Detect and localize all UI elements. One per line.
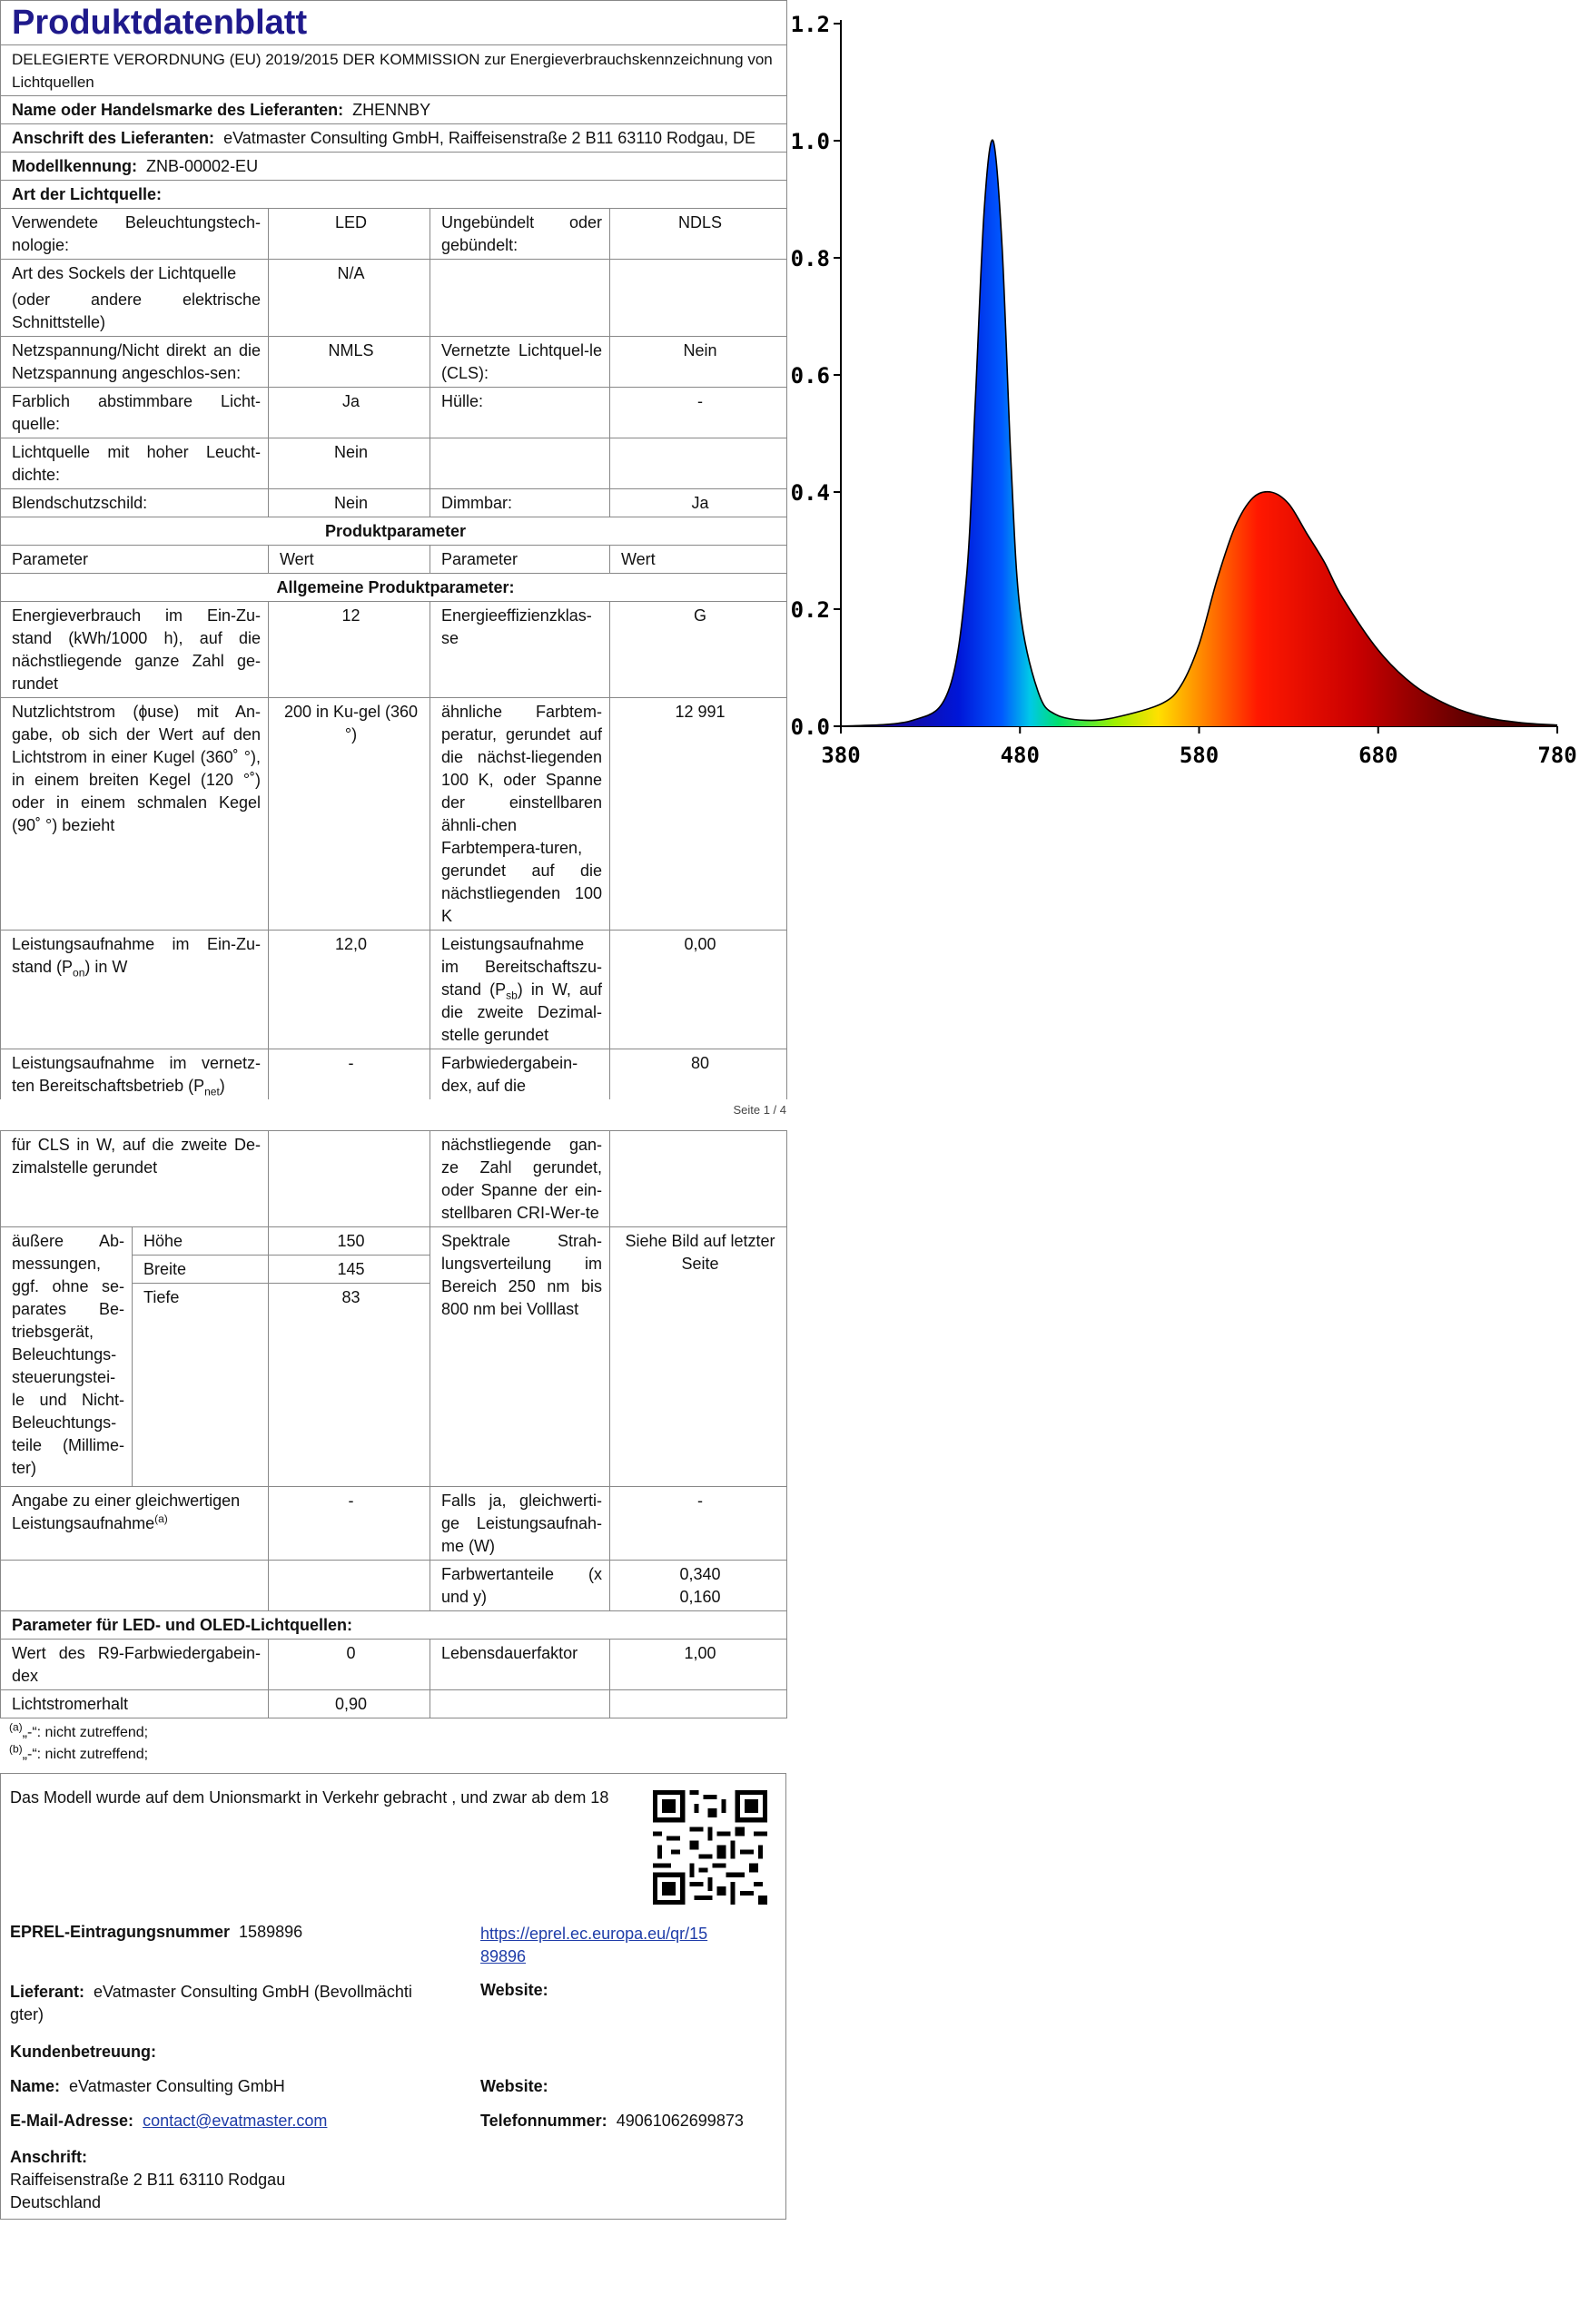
cri-label-continued: nächstliegende gan-ze Zahl gerundet, oder Spanne der ein-stellbaren CRI-Wer-te (430, 1131, 610, 1227)
pnet-label-continued: für CLS in W, auf die zweite De-zimalstelle gerundet (1, 1131, 269, 1227)
general-params-heading: Allgemeine Produktparameter: (1, 574, 787, 602)
spectrum-area (841, 140, 1557, 726)
equivalent-label: Angabe zu einer gleichwertigen Leistungsaufnahme$^{(a)}$ (1, 1487, 269, 1561)
lifetime-label: Lebensdauerfaktor (430, 1640, 610, 1690)
maintenance-label: Lichtstromerhalt (1, 1690, 269, 1718)
spectrum-svg (790, 0, 1580, 790)
dimmable-value: Ja (610, 489, 787, 517)
equivalent-power-value: - (610, 1487, 787, 1561)
cct-label: ähnliche Farbtem-peratur, gerundet auf die nächst-liegenden 100 K, oder Spanne der einstellbaren ähnli-chen Farbtempera-turen, gerundet auf die nächstliegenden 100 K (430, 698, 610, 931)
tunable-value: Ja (269, 388, 430, 438)
x-tick-label: 480 (1000, 743, 1040, 768)
spectrum-chart (790, 0, 1580, 790)
y-tick-label: 0.6 (790, 363, 830, 389)
email-link[interactable]: contact@evatmaster.com (143, 2112, 328, 2130)
x-tick-label: 580 (1179, 743, 1220, 768)
lieferant-row: Lieferant: eVatmaster Consulting GmbH (Bevollmächti gter) (10, 1983, 412, 2024)
chromaticity-label: Farbwertanteile (x und y) (430, 1561, 610, 1611)
tech-value: LED (269, 209, 430, 260)
ndls-label: Ungebündelt oder gebündelt: (430, 209, 610, 260)
footnote-a: $^{(a)}$„-“: nicht zutreffend; (9, 1720, 149, 1740)
data-sheet-table (0, 0, 787, 1099)
y-tick-label: 0.0 (790, 714, 830, 740)
psb-label: Leistungsaufnahme im Bereitschaftszu-stand $(P_{sb})$ in W, auf die zweite Dezimal-stelle gerundet (430, 931, 610, 1049)
width-value: 145 (269, 1256, 430, 1284)
footnote-b: $^{(b)}$„-“: nicht zutreffend; (9, 1742, 149, 1762)
tunable-label: Farblich abstimmbare Licht-quelle: (1, 388, 269, 438)
flux-label: Nutzlichtstrom (ɸuse) mit An-gabe, ob sich der Wert auf den Lichtstrom in einer Kugel (360˚ °), in einem breiten Kegel (120 °˚) oder in einem schmalen Kegel (90˚ °) bezieht (1, 698, 269, 931)
support-heading: Kundenbetreuung: (10, 2043, 156, 2061)
mains-label: Netzspannung/Nicht direkt an die Netzspannung angeschlos-sen: (1, 337, 269, 388)
height-value: 150 (269, 1227, 430, 1256)
page-footer (0, 1099, 786, 1130)
class-label: Energieeffizienzklas-se (430, 602, 610, 698)
market-date-text: Das Modell wurde auf dem Unionsmarkt in Verkehr gebracht , und zwar ab dem 18 (10, 1788, 609, 1807)
width-label: Breite (133, 1256, 269, 1284)
support-website-label: Website: (480, 2077, 548, 2095)
y-tick-label: 0.4 (790, 480, 830, 506)
energy-label: Energieverbrauch im Ein-Zu-stand (kWh/1000 h), auf die nächstliegende ganze Zahl ge-rundet (1, 602, 269, 698)
product-data-sheet (0, 0, 786, 2324)
col-param-2: Parameter (430, 546, 610, 574)
spd-label: Spektrale Strah-lungsverteilung im Bereich 250 nm bis 800 nm bei Volllast (430, 1227, 610, 1487)
market-info-box (0, 1773, 786, 2220)
col-param-1: Parameter (1, 546, 269, 574)
address-block: Anschrift: Raiffeisenstraße 2 B11 63110 Rodgau Deutschland (10, 2148, 286, 2211)
y-tick-label: 0.8 (790, 246, 830, 271)
r9-label: Wert des R9-Farbwiedergabein-dex (1, 1640, 269, 1690)
depth-value: 83 (269, 1284, 430, 1487)
support-name-row: Name: eVatmaster Consulting GmbH (10, 2077, 285, 2095)
pnet-value: - (269, 1049, 430, 1100)
class-value: G (610, 602, 787, 698)
page-title: Produktdatenblatt (1, 1, 787, 45)
antiglare-label: Blendschutzschild: (1, 489, 269, 517)
website-label: Website: (480, 1981, 548, 1999)
socket-value: N/A (269, 260, 430, 337)
model-row: Modellkennung: ZNB-00002-EU (1, 153, 787, 181)
x-tick-label: 380 (821, 743, 861, 768)
equivalent-value: - (269, 1487, 430, 1561)
energy-value: 12 (269, 602, 430, 698)
pon-value: 12,0 (269, 931, 430, 1049)
eprel-row: EPREL-Eintragungsnummer 1589896 (10, 1923, 303, 1941)
cls-value: Nein (610, 337, 787, 388)
email-row: E-Mail-Adresse: contact@evatmaster.com (10, 2112, 328, 2130)
spectrum-line (841, 140, 1557, 726)
cri-label: Farbwiedergabein-dex, auf die (430, 1049, 610, 1100)
y-tick-label: 1.2 (790, 12, 830, 37)
x-tick-label: 780 (1537, 743, 1577, 768)
y-tick-label: 0.2 (790, 597, 830, 623)
socket-label: Art des Sockels der Lichtquelle (oder andere elektrische Schnittstelle) (1, 260, 269, 337)
x-tick-label: 680 (1358, 743, 1398, 768)
height-label: Höhe (133, 1227, 269, 1256)
chromaticity-values: 0,340 0,160 (610, 1561, 787, 1611)
high-luminance-label: Lichtquelle mit hoher Leucht-dichte: (1, 438, 269, 489)
cri-value: 80 (610, 1049, 787, 1100)
envelope-value: - (610, 388, 787, 438)
dimmable-label: Dimmbar: (430, 489, 610, 517)
lifetime-value: 1,00 (610, 1640, 787, 1690)
y-tick-label: 1.0 (790, 129, 830, 154)
mains-value: NMLS (269, 337, 430, 388)
supplier-name-row: Name oder Handelsmarke des Lieferanten: ZHENNBY (1, 96, 787, 124)
spd-value: Siehe Bild auf letzter Seite (610, 1227, 787, 1487)
pnet-label: Leistungsaufnahme im vernetz-ten Bereitschaftsbetrieb $(P_{net})$ (1, 1049, 269, 1100)
col-value-2: Wert (610, 546, 787, 574)
high-luminance-value: Nein (269, 438, 430, 489)
dimensions-label: äußere Ab-messungen, ggf. ohne se-parates Be-triebsgerät, Beleuchtungs-steuerungstei-le und Nicht-Beleuchtungs-teile (Millime-ter) (1, 1227, 133, 1487)
regulation-text: DELEGIERTE VERORDNUNG (EU) 2019/2015 DER KOMMISSION zur Energieverbrauchskennzeichnung von Lichtquellen (1, 45, 787, 96)
cct-value: 12 991 (610, 698, 787, 931)
data-sheet-table-continued (0, 1130, 787, 1718)
maintenance-value: 0,90 (269, 1690, 430, 1718)
r9-value: 0 (269, 1640, 430, 1690)
envelope-label: Hülle: (430, 388, 610, 438)
eprel-link[interactable]: https://eprel.ec.europa.eu/qr/15 89896 (480, 1925, 708, 1965)
cls-label: Vernetzte Lichtquel-le (CLS): (430, 337, 610, 388)
pon-label: Leistungsaufnahme im Ein-Zu-stand $(P_{on})$ in W (1, 931, 269, 1049)
ndls-value: NDLS (610, 209, 787, 260)
supplier-address-row: Anschrift des Lieferanten: eVatmaster Consulting GmbH, Raiffeisenstraße 2 B11 63110 Rodgau, DE (1, 124, 787, 153)
equivalent-power-label: Falls ja, gleichwerti-ge Leistungsaufnah-me (W) (430, 1487, 610, 1561)
qr-code-icon[interactable] (653, 1790, 767, 1905)
tech-label: Verwendete Beleuchtungstech-nologie: (1, 209, 269, 260)
psb-value: 0,00 (610, 931, 787, 1049)
page-number: Seite 1 / 4 (733, 1103, 786, 1117)
product-params-heading: Produktparameter (1, 517, 787, 546)
flux-value: 200 in Ku-gel (360 °) (269, 698, 430, 931)
phone-row: Telefonnummer: 49061062699873 (480, 2112, 744, 2130)
col-value-1: Wert (269, 546, 430, 574)
light-type-heading: Art der Lichtquelle: (1, 181, 787, 209)
depth-label: Tiefe (133, 1284, 269, 1487)
footnotes (0, 1718, 786, 1766)
antiglare-value: Nein (269, 489, 430, 517)
led-params-heading: Parameter für LED- und OLED-Lichtquellen: (1, 1611, 787, 1640)
